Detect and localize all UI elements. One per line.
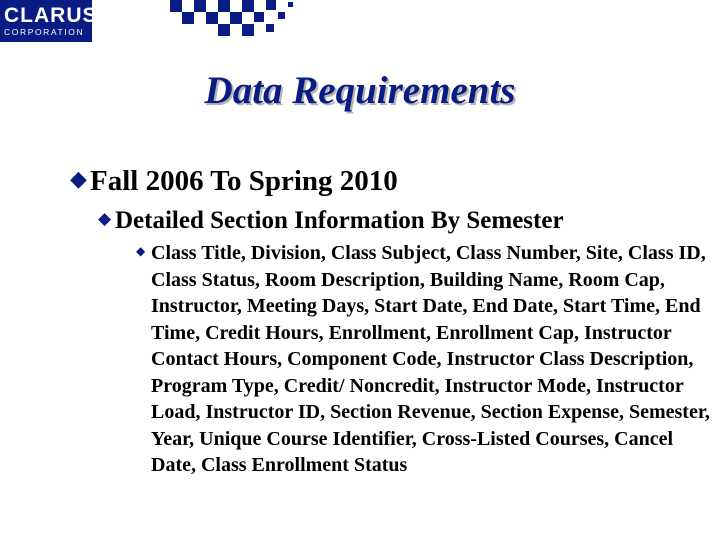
- logo-subtitle: CORPORATION: [4, 27, 85, 37]
- company-logo: [0, 0, 98, 42]
- bullet-level-2-text: Detailed Section Information By Semester: [115, 207, 564, 234]
- diamond-bullet-icon: ◆: [98, 209, 112, 229]
- bullet-level-3: [136, 240, 716, 479]
- slide-title: [0, 68, 720, 114]
- bullet-level-1-text: Fall 2006 To Spring 2010: [90, 165, 398, 197]
- diamond-bullet-icon: ◆: [136, 244, 146, 258]
- bullet-level-3-text: Class Title, Division, Class Subject, Class Number, Site, Class ID, Class Status, Room Description, Building Name, Room Cap, Instructor, Meeting Days, Start Date, End Date, Start Time, End Time, Credit Hours, Enrollment, Enrollment Cap, Instructor Contact Hours, Component Code, Instructor Class Description, Program Type, Credit/ Noncredit, Instructor Mode, Instructor Load, Instructor ID, Section Revenue, Section Expense, Semester, Year, Unique Course Identifier, Cross-Listed Courses, Cancel Date, Class Enrollment Status: [151, 242, 710, 476]
- diamond-bullet-icon: ◆: [70, 167, 87, 192]
- slide-title-text: Data Requirements: [204, 69, 516, 112]
- logo-name: CLARUS: [4, 4, 98, 27]
- bullet-level-2: [98, 206, 564, 236]
- bullet-level-1: [70, 164, 398, 198]
